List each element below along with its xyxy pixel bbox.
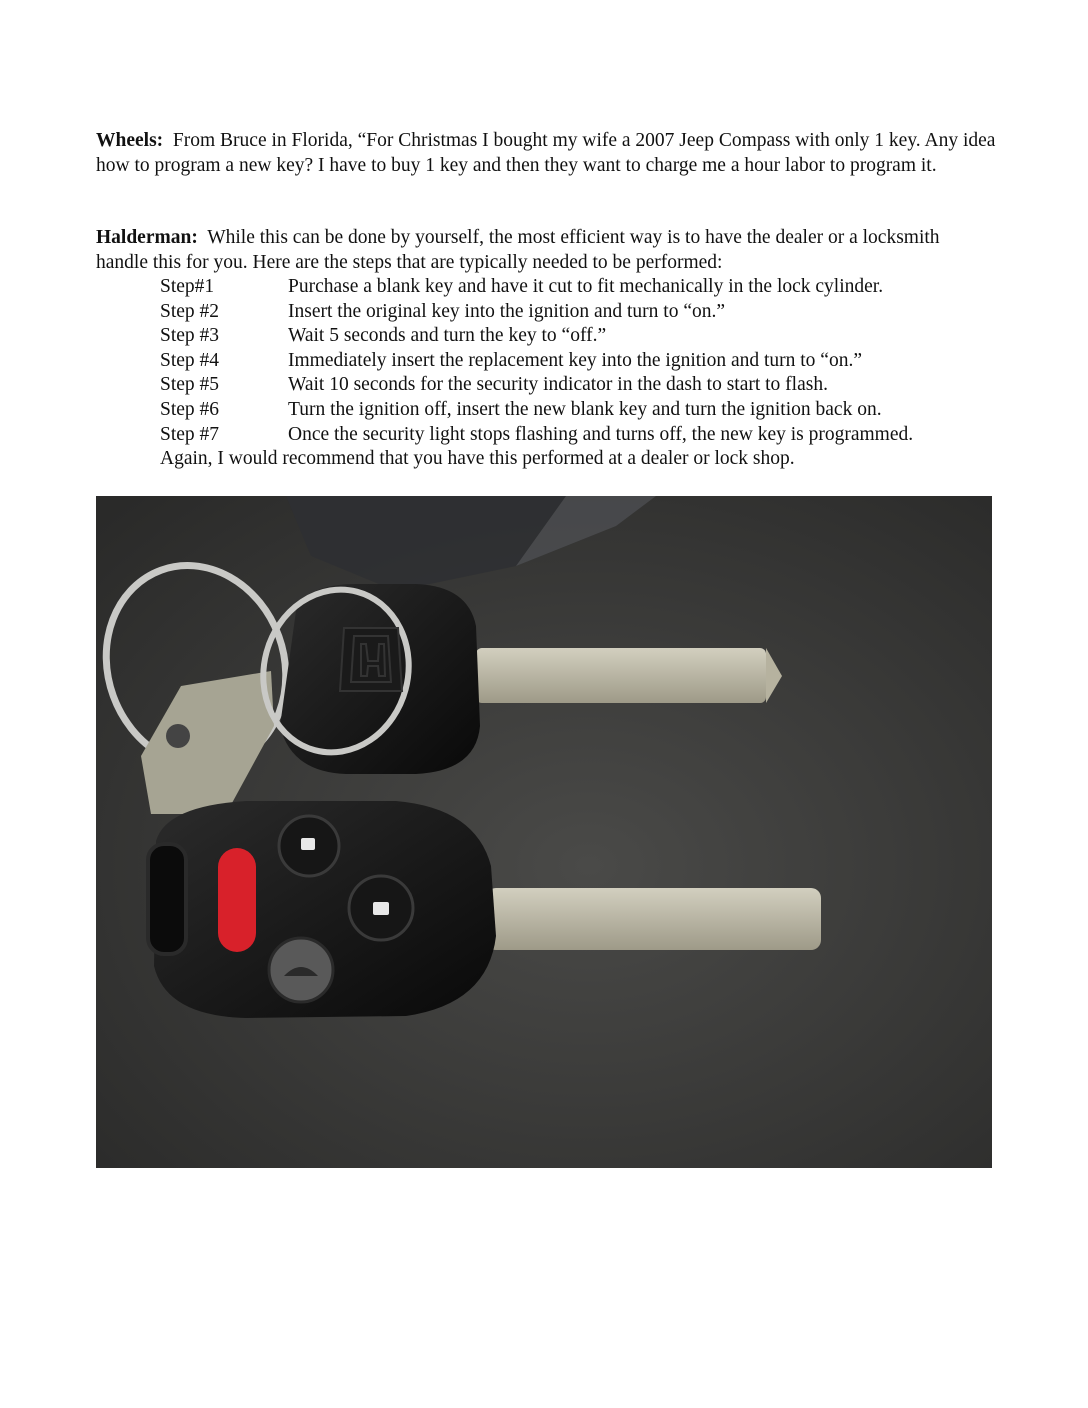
step-row bbox=[160, 398, 913, 423]
panic-button bbox=[218, 848, 256, 952]
closing-sentence: Again, I would recommend that you have this performed at a dealer or lock shop. bbox=[160, 448, 795, 470]
step-row bbox=[160, 349, 913, 374]
step-text: Immediately insert the replacement key into the ignition and turn to “on.” bbox=[288, 349, 862, 371]
step-text: Insert the original key into the ignition and turn to “on.” bbox=[288, 300, 726, 322]
step-row bbox=[160, 324, 913, 349]
step-number: Step #7 bbox=[160, 423, 220, 445]
step-number: Step #2 bbox=[160, 300, 220, 322]
step-row bbox=[160, 423, 913, 448]
top-key-blade bbox=[476, 648, 766, 703]
step-text: Turn the ignition off, insert the new blank key and turn the ignition back on. bbox=[288, 398, 882, 420]
step-number: Step #6 bbox=[160, 398, 220, 420]
step-number: Step #3 bbox=[160, 325, 220, 347]
answer-text: While this can be done by yourself, the most efficient way is to have the dealer or a locksmith handle this for you. Here are the steps that are typically needed to be performed: bbox=[96, 227, 940, 273]
lock-symbol bbox=[373, 902, 389, 915]
remote-key-blade bbox=[486, 888, 821, 950]
car-keys-photo bbox=[96, 496, 992, 1168]
step-text: Wait 10 seconds for the security indicator in the dash to start to flash. bbox=[288, 374, 828, 396]
steps-list bbox=[160, 275, 913, 472]
question-label: Wheels: bbox=[96, 130, 164, 151]
step-row bbox=[160, 300, 913, 325]
honda-logo-icon bbox=[340, 628, 402, 691]
step-text: Purchase a blank key and have it cut to fit mechanically in the lock cylinder. bbox=[288, 276, 884, 297]
step-number: Step #5 bbox=[160, 374, 220, 396]
question-paragraph bbox=[96, 129, 996, 178]
step-number: Step#1 bbox=[160, 276, 215, 297]
remote-key-slot bbox=[148, 844, 186, 954]
step-row bbox=[160, 275, 913, 300]
answer-label: Halderman: bbox=[96, 227, 198, 248]
spare-key-hole bbox=[166, 724, 190, 748]
answer-paragraph bbox=[96, 226, 996, 275]
unlock-symbol bbox=[301, 838, 315, 850]
step-text: Once the security light stops flashing and turns off, the new key is programmed. bbox=[288, 423, 914, 445]
step-number: Step #4 bbox=[160, 349, 220, 371]
step-text: Wait 5 seconds and turn the key to “off.” bbox=[288, 325, 607, 347]
question-text: From Bruce in Florida, “For Christmas I bought my wife a 2007 Jeep Compass with only 1 key. Any idea how to program a new key? I have to buy 1 key and then they want to charge me a hour labor to program it. bbox=[96, 130, 996, 176]
step-row bbox=[160, 373, 913, 398]
